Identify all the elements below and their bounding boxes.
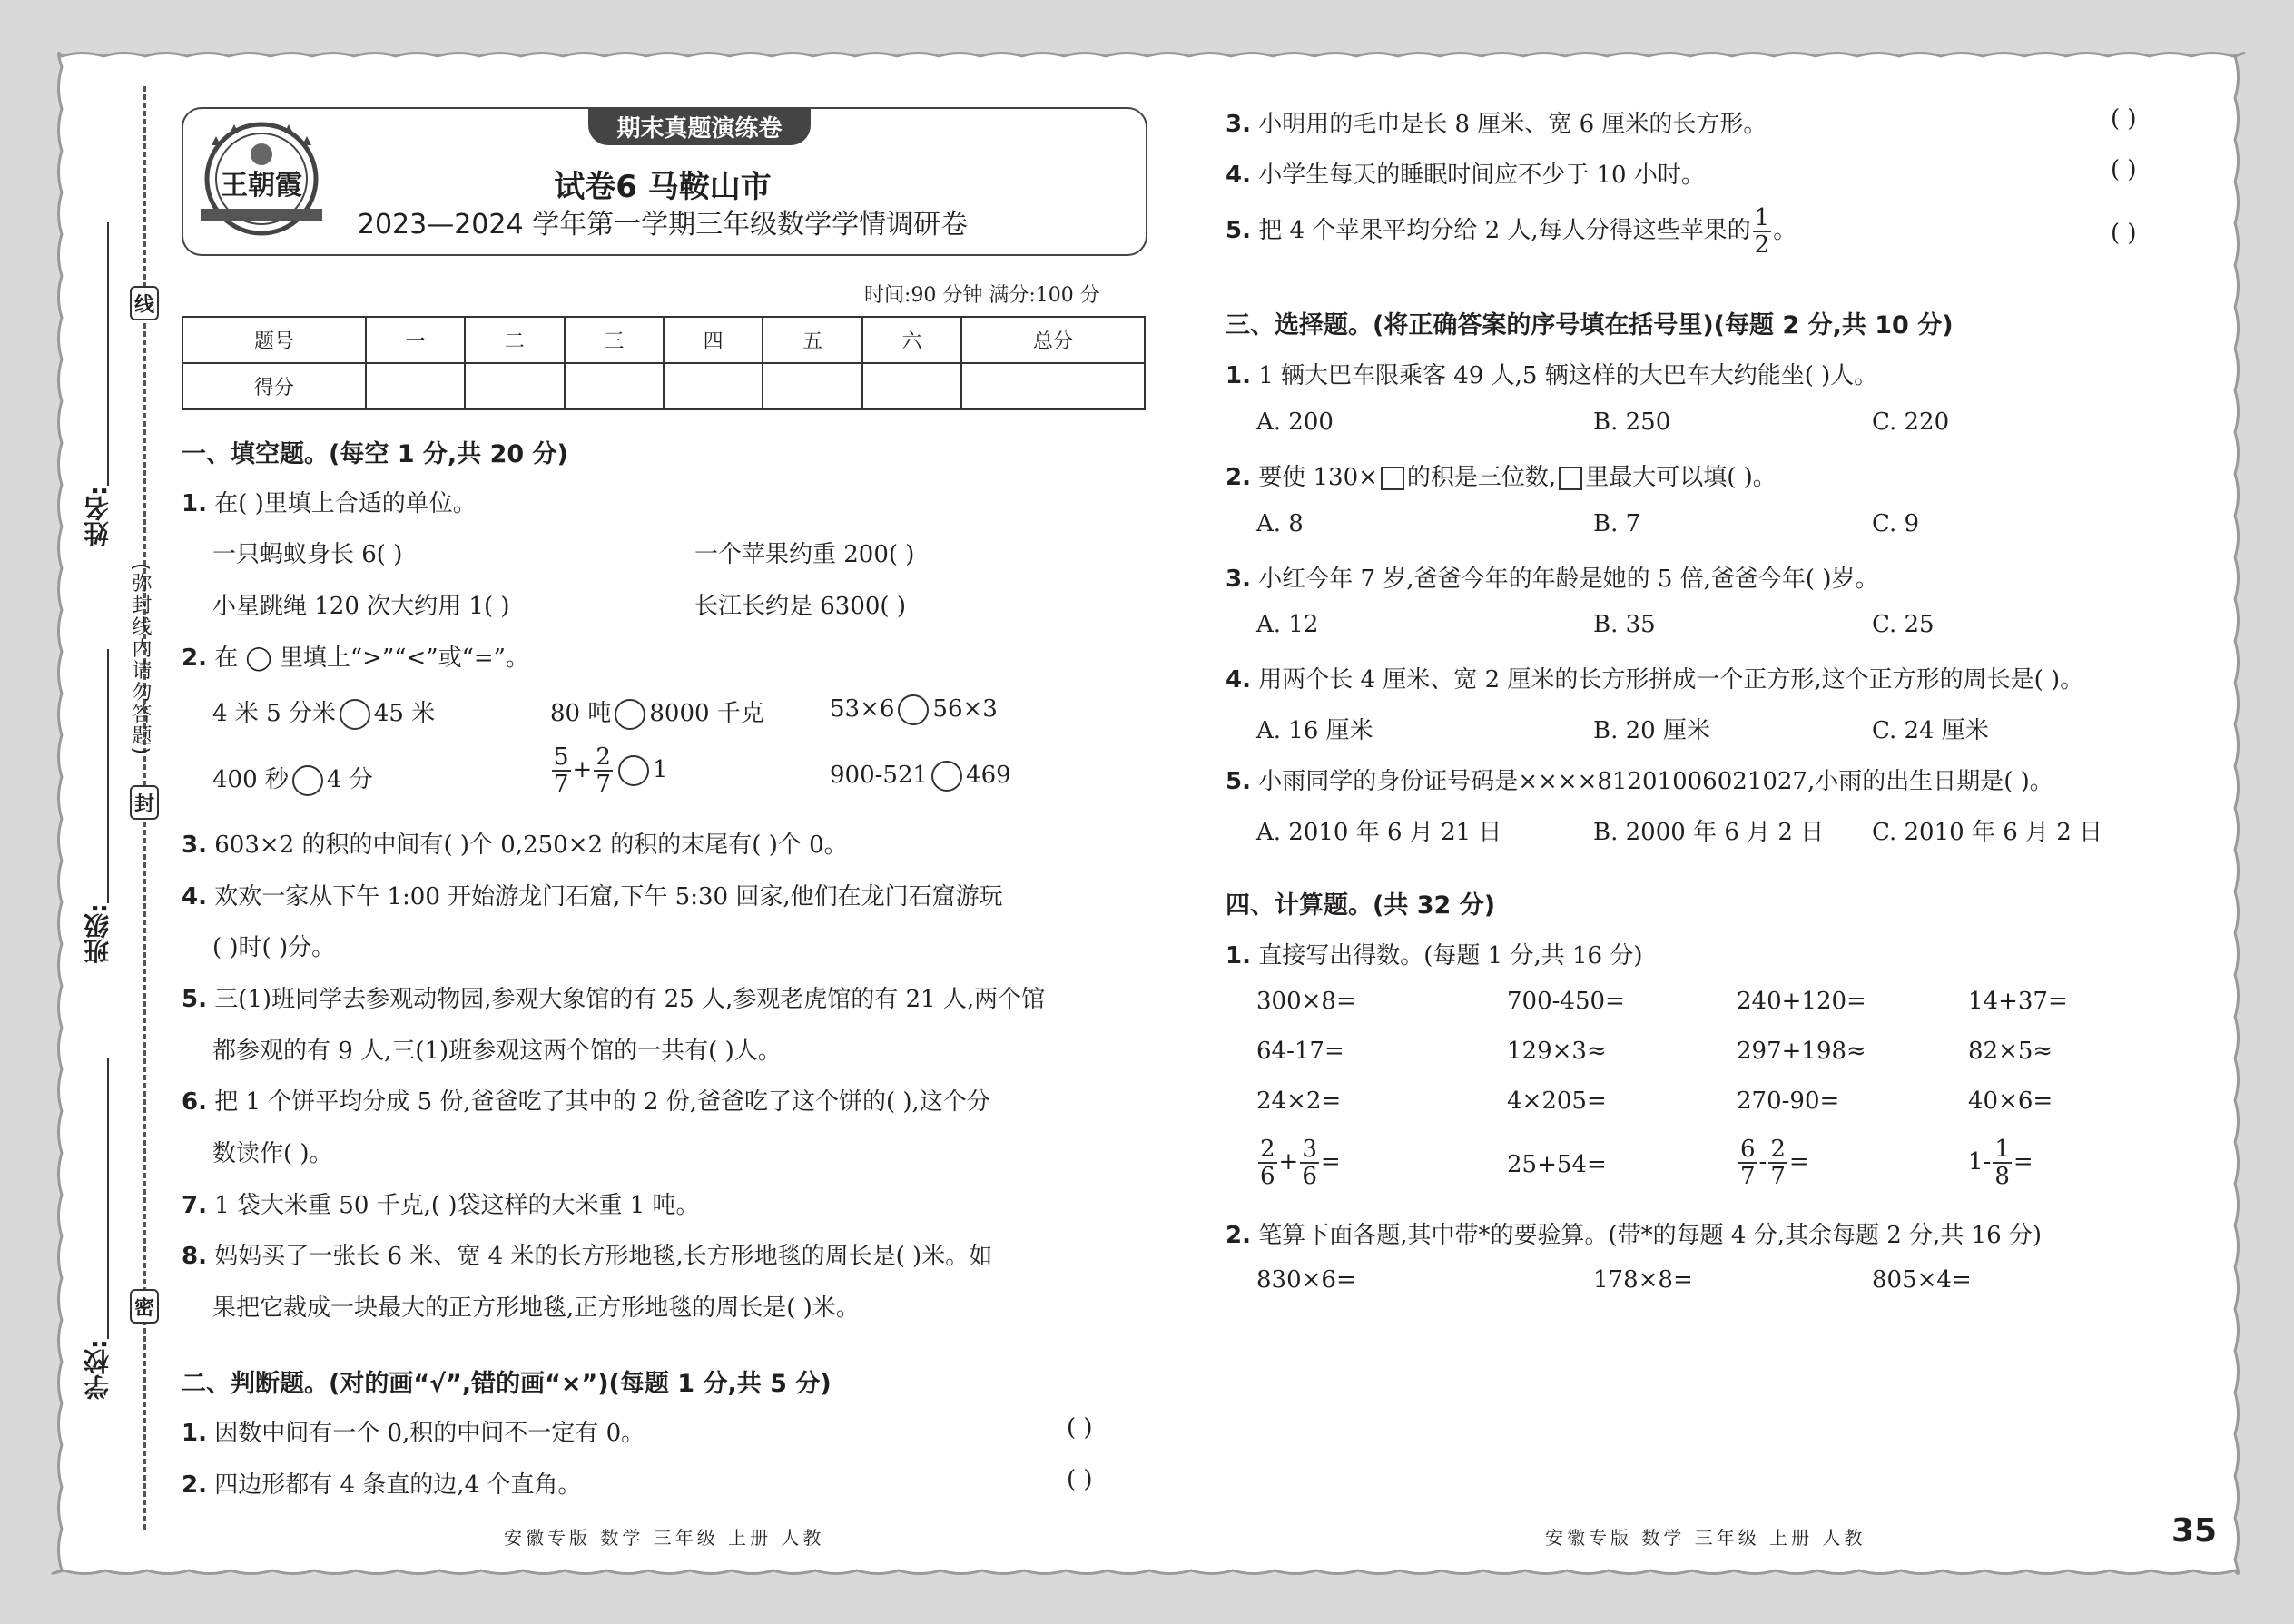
numerator: 3 — [1302, 1136, 1317, 1163]
fraction — [1300, 1137, 1319, 1189]
class-field-label: 班级: — [83, 903, 113, 965]
s1-question-3 — [182, 826, 848, 860]
calc-item: 4×205= — [1507, 1088, 1607, 1115]
s1-q1-item-a: 一只蚂蚁身长 6( ) — [212, 541, 403, 568]
question-number: 5. — [1226, 217, 1251, 244]
exam-subtitle: 2023—2024 学年第一学期三年级数学学情调研卷 — [357, 209, 969, 241]
compare-right: 8000 千克 — [649, 700, 764, 727]
question-text: 小雨同学的身份证号码是××××81201006021027,小雨的出生日期是( )。 — [1258, 768, 2053, 795]
question-text: 四边形都有 4 条直的边,4 个直角。 — [214, 1471, 582, 1499]
numerator: 6 — [1740, 1136, 1756, 1163]
calc-item: 297+198≈ — [1737, 1038, 1866, 1065]
s2-question-2 — [182, 1466, 581, 1500]
s1-question-2 — [182, 639, 529, 673]
question-text: 小明用的毛巾是长 8 厘米、宽 6 厘米的长方形。 — [1258, 111, 1767, 138]
compare-circle[interactable] — [618, 755, 649, 786]
question-number: 1. — [1226, 362, 1251, 389]
s3-question-4 — [1226, 661, 2083, 694]
question-text: 在 ◯ 里填上“>”“<”或“=”。 — [214, 645, 529, 672]
fraction — [1768, 1137, 1787, 1189]
calc-item: 700-450= — [1507, 988, 1625, 1015]
score-table-header-row — [182, 317, 1145, 363]
compare-right: 469 — [966, 762, 1011, 789]
question-text: 的积是三位数, — [1406, 464, 1557, 491]
s1-question-7 — [182, 1186, 700, 1220]
s2-question-1 — [182, 1414, 645, 1448]
compare-circle[interactable] — [615, 699, 645, 730]
compare-left: 80 吨 — [550, 700, 612, 727]
question-number: 1. — [182, 1420, 207, 1447]
question-number: 2. — [182, 645, 207, 672]
s4-question-2 — [1226, 1216, 2042, 1250]
compare-item-fraction — [550, 744, 667, 797]
s1-question-4-cont: ( )时( )分。 — [212, 934, 336, 961]
option-c[interactable]: C. 9 — [1872, 510, 1920, 537]
judge-answer-blank[interactable]: ( ) — [2111, 156, 2137, 183]
question-number: 3. — [1226, 566, 1251, 593]
score-cell: 得分 — [182, 363, 366, 409]
s4-question-1 — [1226, 937, 1642, 970]
compare-right: 45 米 — [373, 700, 436, 727]
question-number: 1. — [182, 490, 207, 517]
question-number: 4. — [1226, 162, 1251, 189]
score-cell: 四 — [664, 317, 763, 363]
question-text-end: 。 — [1773, 217, 1797, 244]
calc-item: 129×3≈ — [1507, 1038, 1607, 1065]
question-number: 3. — [182, 832, 207, 859]
compare-item — [212, 761, 373, 796]
score-cell: 六 — [862, 317, 961, 363]
question-number: 4. — [1226, 666, 1251, 694]
question-text: 因数中间有一个 0,积的中间不一定有 0。 — [214, 1420, 645, 1447]
question-text: 把 4 个苹果平均分给 2 人,每人分得这些苹果的 — [1258, 217, 1751, 244]
option-b[interactable]: B. 35 — [1593, 611, 1656, 638]
compare-circle[interactable] — [340, 699, 370, 730]
exam-title: 试卷6 马鞍山市 — [554, 169, 772, 205]
compare-right: 1 — [652, 756, 668, 783]
score-cell: 二 — [465, 317, 564, 363]
calc-item: 64-17= — [1256, 1038, 1344, 1065]
denominator: 7 — [596, 771, 611, 798]
binding-note: (弥封线内请勿答题) — [129, 563, 152, 757]
compare-left: 900-521 — [830, 762, 929, 789]
question-text: 笔算下面各题,其中带*的要验算。(带*的每题 4 分,其余每题 2 分,共 16 分) — [1258, 1222, 2043, 1249]
numerator: 2 — [1770, 1136, 1786, 1163]
question-text: 把 1 个饼平均分成 5 份,爸爸吃了其中的 2 份,爸爸吃了这个饼的( ),这个分 — [214, 1088, 990, 1116]
score-input-cell[interactable] — [565, 363, 664, 409]
option-a[interactable]: A. 2010 年 6 月 21 日 — [1256, 819, 1502, 846]
school-field-label: 学校: — [83, 1339, 113, 1401]
s1-q1-item-d: 长江长约是 6300( ) — [694, 593, 906, 620]
s1-question-1 — [182, 485, 477, 518]
blank-square — [1381, 467, 1404, 490]
compare-circle[interactable] — [292, 765, 323, 796]
question-text: 在( )里填上合适的单位。 — [214, 490, 477, 517]
name-field-label: 姓名: — [83, 486, 113, 547]
section1-title: 一、填空题。(每空 1 分,共 20 分) — [182, 440, 568, 468]
numerator: 2 — [1260, 1136, 1275, 1163]
option-a[interactable]: A. 200 — [1256, 408, 1334, 436]
calc-prefix: 1- — [1968, 1148, 1992, 1176]
judge-answer-blank[interactable]: ( ) — [1067, 1466, 1093, 1493]
calc-item: 240+120= — [1737, 988, 1866, 1015]
compare-left: 4 米 5 分米 — [212, 700, 336, 727]
question-number: 6. — [182, 1088, 207, 1116]
question-text: 直接写出得数。(每题 1 分,共 16 分) — [1258, 942, 1643, 969]
denominator: 6 — [1260, 1163, 1275, 1190]
binding-marker-secret: 密 — [130, 1289, 159, 1324]
compare-right: 4 分 — [326, 766, 373, 793]
written-calc-item: 805×4= — [1872, 1266, 1972, 1294]
compare-item — [830, 694, 998, 725]
calc-item: 82×5≈ — [1968, 1038, 2053, 1065]
question-text: 三(1)班同学去参观动物园,参观大象馆的有 25 人,参观老虎馆的有 21 人,两个馆 — [214, 986, 1046, 1013]
written-calc-item: 178×8= — [1593, 1266, 1693, 1294]
question-text: 小学生每天的睡眠时间应不少于 10 小时。 — [1258, 162, 1705, 189]
calc-item: 14+37= — [1968, 988, 2068, 1015]
score-cell: 五 — [763, 317, 861, 363]
fraction — [552, 744, 571, 797]
question-number: 5. — [182, 986, 207, 1013]
s1-question-5 — [182, 980, 1045, 1014]
calc-item: 270-90= — [1737, 1088, 1840, 1115]
denominator: 2 — [1754, 231, 1770, 259]
score-input-cell[interactable] — [366, 363, 465, 409]
class-field-line[interactable] — [107, 649, 109, 903]
question-text: 603×2 的积的中间有( )个 0,250×2 的积的末尾有( )个 0。 — [214, 832, 848, 859]
numerator: 5 — [554, 743, 569, 771]
option-a[interactable]: A. 16 厘米 — [1256, 717, 1373, 744]
compare-left: 53×6 — [830, 695, 895, 723]
option-c[interactable]: C. 24 厘米 — [1872, 717, 1989, 744]
question-number: 2. — [1226, 464, 1251, 491]
score-input-cell[interactable] — [664, 363, 763, 409]
question-text: 1 辆大巴车限乘客 49 人,5 辆这样的大巴车大约能坐( )人。 — [1258, 362, 1878, 389]
denominator: 7 — [1770, 1163, 1786, 1190]
equals: = — [1788, 1148, 1809, 1176]
s1-question-4 — [182, 878, 1003, 911]
question-text: 里最大可以填( )。 — [1585, 464, 1777, 491]
s1-question-8-cont: 果把它裁成一块最大的正方形地毯,正方形地毯的周长是( )米。 — [212, 1294, 860, 1322]
question-text: 小红今年 7 岁,爸爸今年的年龄是她的 5 倍,爸爸今年( )岁。 — [1258, 566, 1879, 593]
compare-left: 400 秒 — [212, 766, 289, 793]
equals: = — [1320, 1148, 1341, 1176]
binding-marker-line: 线 — [130, 286, 159, 320]
compare-item — [830, 761, 1011, 792]
numerator: 1 — [1754, 204, 1770, 231]
question-number: 2. — [182, 1471, 207, 1499]
score-input-cell[interactable] — [862, 363, 961, 409]
denominator: 6 — [1302, 1163, 1317, 1190]
operator: - — [1758, 1148, 1767, 1176]
denominator: 7 — [1740, 1163, 1756, 1190]
s2-question-3 — [1226, 105, 1767, 139]
operator: + — [572, 756, 593, 783]
score-table-score-row — [182, 363, 1145, 409]
option-b[interactable]: B. 2000 年 6 月 2 日 — [1593, 819, 1825, 846]
option-b[interactable]: B. 20 厘米 — [1593, 717, 1710, 744]
calc-item: 300×8= — [1256, 988, 1356, 1015]
written-calc-item: 830×6= — [1256, 1266, 1356, 1294]
score-cell: 三 — [565, 317, 664, 363]
question-number: 7. — [182, 1192, 207, 1219]
option-c[interactable]: C. 2010 年 6 月 2 日 — [1872, 819, 2103, 846]
compare-item — [212, 694, 435, 730]
calc-item-fraction — [1968, 1137, 2033, 1189]
calc-item: 24×2= — [1256, 1088, 1342, 1115]
score-table — [182, 316, 1146, 410]
denominator: 8 — [1994, 1163, 2010, 1190]
option-b[interactable]: B. 250 — [1593, 408, 1671, 436]
footer-left: 安徽专版 数学 三年级 上册 人教 — [504, 1527, 825, 1549]
question-number: 4. — [182, 883, 207, 910]
fraction — [594, 744, 613, 797]
blank-square — [1559, 467, 1582, 490]
judge-answer-blank[interactable]: ( ) — [2111, 105, 2137, 133]
s1-question-6-cont: 数读作( )。 — [212, 1140, 333, 1167]
fraction — [1258, 1137, 1277, 1189]
s2-question-5 — [1226, 205, 1797, 258]
option-b[interactable]: B. 7 — [1593, 510, 1641, 537]
fraction — [1753, 205, 1772, 258]
fraction — [1993, 1137, 2012, 1189]
calc-item: 25+54= — [1507, 1151, 1607, 1178]
judge-answer-blank[interactable]: ( ) — [1067, 1414, 1093, 1442]
s3-question-3 — [1226, 560, 1878, 594]
question-text: 要使 130× — [1258, 464, 1378, 491]
s1-question-5-cont: 都参观的有 9 人,三(1)班参观这两个馆的一共有( )人。 — [212, 1038, 782, 1065]
score-cell: 总分 — [961, 317, 1145, 363]
s3-question-5 — [1226, 763, 2053, 796]
score-cell: 题号 — [182, 317, 366, 363]
question-number: 1. — [1226, 942, 1251, 969]
binding-marker-seal: 封 — [130, 785, 159, 820]
question-number: 3. — [1226, 111, 1251, 138]
option-a[interactable]: A. 12 — [1256, 611, 1319, 638]
option-c[interactable]: C. 220 — [1872, 408, 1950, 436]
equals: = — [2013, 1148, 2033, 1176]
question-number: 2. — [1226, 1222, 1251, 1249]
question-text: 1 袋大米重 50 千克,( )袋这样的大米重 1 吨。 — [214, 1192, 700, 1219]
calc-item-fraction — [1737, 1137, 1809, 1189]
option-c[interactable]: C. 25 — [1872, 611, 1935, 638]
page-number: 35 — [2171, 1512, 2218, 1550]
numerator: 1 — [1994, 1136, 2010, 1163]
section4-title: 四、计算题。(共 32 分) — [1226, 891, 1496, 920]
name-field-line[interactable] — [107, 222, 109, 486]
s1-q1-item-c: 小星跳绳 120 次大约用 1( ) — [212, 593, 510, 620]
school-field-line[interactable] — [107, 1058, 109, 1339]
exam-type-tag: 期末真题演练卷 — [588, 107, 811, 145]
section2-title: 二、判断题。(对的画“√”,错的画“×”)(每题 1 分,共 5 分) — [182, 1370, 832, 1398]
s1-q1-item-b: 一个苹果约重 200( ) — [694, 541, 915, 568]
score-input-cell[interactable] — [961, 363, 1145, 409]
numerator: 2 — [596, 743, 611, 771]
calc-item: 40×6= — [1968, 1088, 2053, 1115]
score-cell: 一 — [366, 317, 465, 363]
question-text: 用两个长 4 厘米、宽 2 厘米的长方形拼成一个正方形,这个正方形的周长是( )。 — [1258, 666, 2084, 694]
time-and-score-info: 时间:90 分钟 满分:100 分 — [864, 284, 1100, 307]
s3-question-2 — [1226, 458, 1777, 492]
footer-right: 安徽专版 数学 三年级 上册 人教 — [1545, 1527, 1866, 1549]
compare-circle[interactable] — [898, 694, 929, 725]
score-input-cell[interactable] — [465, 363, 564, 409]
question-number: 5. — [1226, 768, 1251, 795]
calc-item-fraction — [1256, 1137, 1341, 1189]
s1-question-6 — [182, 1083, 990, 1117]
s1-question-8 — [182, 1237, 992, 1271]
score-input-cell[interactable] — [763, 363, 861, 409]
option-a[interactable]: A. 8 — [1256, 510, 1304, 537]
s2-question-4 — [1226, 156, 1705, 190]
fraction — [1738, 1137, 1757, 1189]
question-text: 妈妈买了一张长 6 米、宽 4 米的长方形地毯,长方形地毯的周长是( )米。如 — [214, 1243, 993, 1270]
question-number: 8. — [182, 1243, 207, 1270]
compare-item — [550, 694, 764, 730]
denominator: 7 — [554, 771, 569, 798]
operator: + — [1278, 1148, 1299, 1176]
compare-circle[interactable] — [931, 761, 962, 792]
svg-text:王朝霞: 王朝霞 — [221, 170, 302, 202]
question-text: 欢欢一家从下午 1:00 开始游龙门石窟,下午 5:30 回家,他们在龙门石窟游玩 — [214, 883, 1003, 910]
compare-right: 56×3 — [932, 695, 998, 723]
s3-question-1 — [1226, 357, 1877, 390]
judge-answer-blank[interactable]: ( ) — [2111, 220, 2137, 247]
section3-title: 三、选择题。(将正确答案的序号填在括号里)(每题 2 分,共 10 分) — [1226, 311, 1954, 340]
